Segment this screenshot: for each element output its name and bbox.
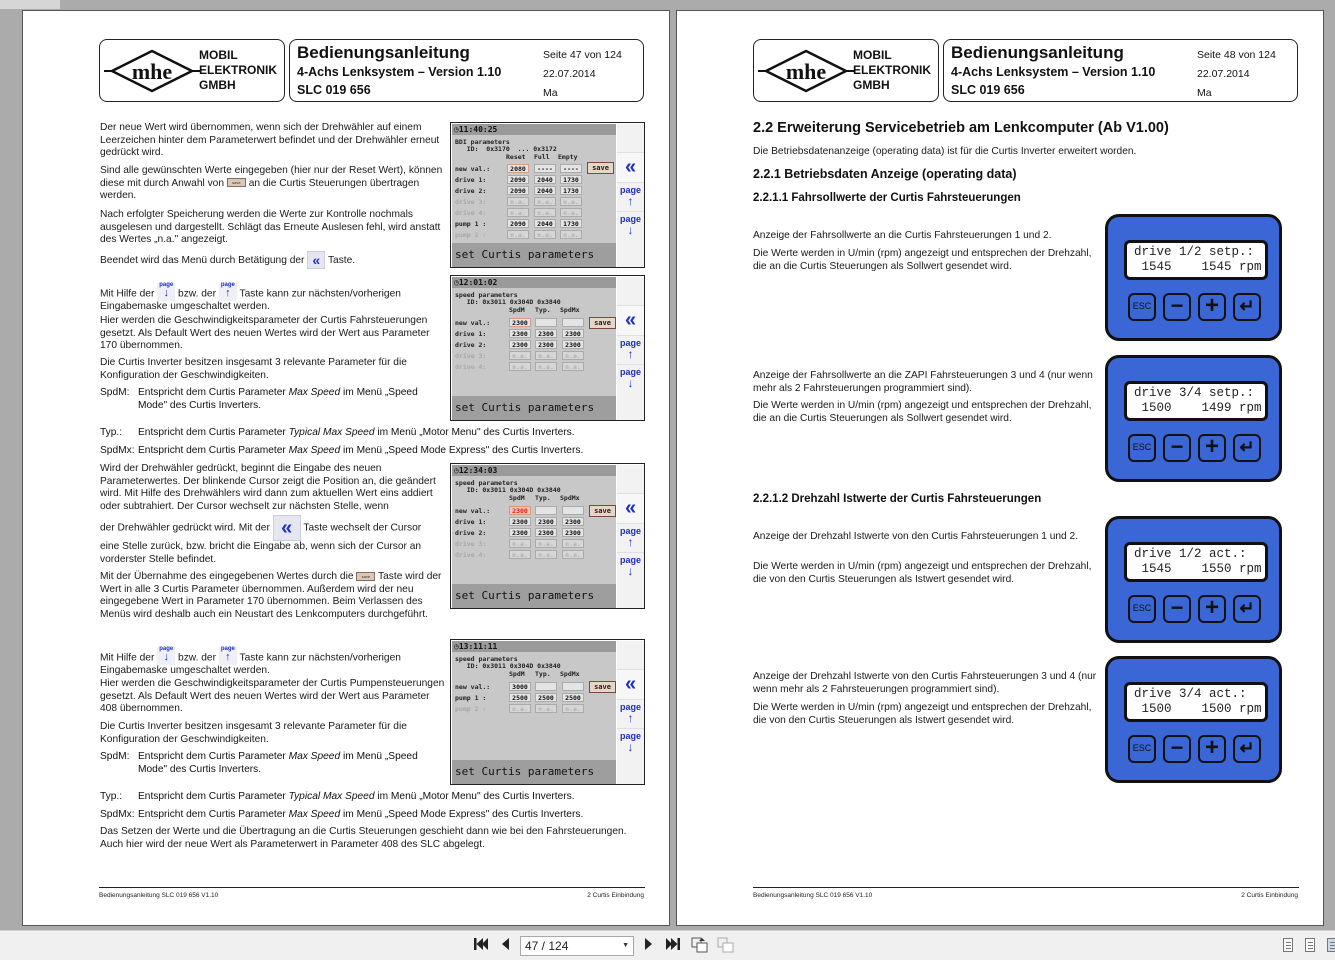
- paragraph: Mit Hilfe der page ↓ bzw. der page ↑ Taste kann zur nächsten/vorherigen Eingabemaske umgeschaltet werden.: [100, 646, 401, 676]
- row-label: new val.:: [455, 319, 491, 327]
- definition-spdm: SpdM: Entspricht dem Curtis Parameter Max Speed im Menü „Speed Mode" des Curtis Inverters.: [100, 751, 418, 775]
- col-header: Typ.: [535, 306, 551, 314]
- arrow-down-icon: ↓: [627, 223, 634, 237]
- doc-author: Ma: [1197, 87, 1212, 99]
- save-key-icon: save: [356, 572, 375, 581]
- col-header: SpdMx: [560, 670, 580, 678]
- doc-title: Bedienungsanleitung: [951, 43, 1124, 62]
- paragraph: Hier werden die Geschwindigkeitsparameter der Curtis Pumpensteuerungen gesetzt. Als Default Wert des neuen Wertes wird der Wert aus Parameter 408 übernommen.: [100, 678, 445, 715]
- value-cell: 1730: [560, 219, 582, 228]
- back-key-icon: «: [273, 515, 301, 541]
- doc-subtitle: 4-Achs Lenksystem – Version 1.10: [951, 65, 1156, 79]
- svg-text:mhe: mhe: [785, 59, 827, 84]
- value-cell: n.a.: [535, 362, 557, 371]
- keypad-display-setpoint-1-2: [1105, 214, 1282, 341]
- row-label: drive 3:: [455, 198, 487, 206]
- footer-divider: [99, 887, 645, 888]
- arrow-down-icon: ↓: [627, 740, 634, 754]
- col-header: Typ.: [535, 670, 551, 678]
- row-label: pump 2 :: [455, 231, 487, 239]
- prev-page-icon: [500, 937, 510, 951]
- value-cell: n.a.: [562, 539, 584, 548]
- doc-code: SLC 019 656: [951, 83, 1025, 97]
- value-cell: 2300: [562, 528, 584, 537]
- company-logo-box: [99, 39, 285, 102]
- save-key-icon: save: [227, 178, 246, 187]
- plus-key[interactable]: +: [1198, 595, 1226, 623]
- col-header: Typ.: [535, 494, 551, 502]
- paragraph: Mit Hilfe der page ↓ bzw. der page ↑ Taste kann zur nächsten/vorherigen Eingabemaske umgeschaltet werden.: [100, 282, 401, 312]
- col-header: SpdMx: [560, 494, 580, 502]
- value-cell: 2090: [507, 186, 529, 195]
- value-cell: n.a.: [509, 362, 531, 371]
- col-header: SpdM: [509, 494, 525, 502]
- paragraph: Mit der Übernahme des eingegebenen Wertes durch die save Taste wird der Wert in alle 3 Curtis Parameter übernommen. Außerdem wird der neu eingegebene Wert in Parameter 170 übernommen. Beim Verlassen des Menüs wird deshalb auch ein Neustart des Lenkcomputers durchgeführt.: [100, 571, 442, 620]
- minus-key[interactable]: −: [1163, 595, 1191, 623]
- row-label: drive 2:: [455, 529, 487, 537]
- back-key[interactable]: «: [617, 152, 644, 182]
- prev-view-button[interactable]: [690, 937, 710, 955]
- screen-side-keys: [617, 124, 644, 267]
- arrow-down-icon: ↓: [627, 376, 634, 390]
- paragraph: Die Werte werden in U/min (rpm) angezeigt und entsprechen der Drehzahl, die an die Curtis Steuerungen als Sollwert gesendet wird.: [753, 400, 1092, 424]
- footer-left: Bedienungsanleitung SLC 019 656 V1.10: [99, 892, 219, 899]
- keypad-display-actual-1-2: [1105, 516, 1282, 643]
- two-page-view-icon[interactable]: [1327, 938, 1335, 952]
- enter-key[interactable]: ↵: [1233, 293, 1261, 321]
- screen-ids: ID: 0x3011 0x304D 0x3840: [455, 662, 561, 670]
- paragraph: Anzeige der Fahrsollwerte an die ZAPI Fahrsteuerungen 3 und 4 (nur wenn mehr als 2 Fahrsteuerungen programmiert sind).: [753, 370, 1093, 394]
- footer-divider: [753, 887, 1299, 888]
- back-key[interactable]: «: [617, 305, 644, 335]
- value-cell: 2300: [535, 340, 557, 349]
- new-value-field[interactable]: [562, 318, 584, 327]
- page-down-key-icon: page ↓: [159, 282, 174, 299]
- page-down-key[interactable]: page ↓: [617, 211, 644, 240]
- doc-author: Ma: [543, 87, 558, 99]
- value-cell: n.a.: [535, 550, 557, 559]
- clock-time: ◷11:40:25: [452, 124, 616, 135]
- section-heading: 2.2 Erweiterung Servicebetrieb am Lenkcomputer (Ab V1.00): [753, 120, 1169, 136]
- page-number: Seite 48 von 124: [1197, 49, 1276, 61]
- paragraph: Der neue Wert wird übernommen, wenn sich der Drehwähler auf einem Leerzeichen hinter dem Parameterwert befindet und der Drehwähler erneut gedrückt wird.: [100, 122, 440, 159]
- value-cell: 2300: [562, 329, 584, 338]
- value-cell: n.a.: [507, 230, 529, 239]
- row-label: pump 2 :: [455, 705, 487, 713]
- row-label: drive 1:: [455, 518, 487, 526]
- paragraph: Sind alle gewünschten Werte eingegeben (hier nur der Reset Wert), können diese mit durch Anwahl von save an die Curtis Steuerungen übertragen werden.: [100, 165, 443, 202]
- definition-spdmx: SpdMx: Entspricht dem Curtis Parameter Max Speed im Menü „Speed Mode Express" des Curtis Inverters.: [100, 809, 584, 820]
- page-up-key[interactable]: page ↑: [617, 335, 644, 364]
- screen-side-keys: [617, 465, 644, 608]
- row-label: drive 3:: [455, 352, 487, 360]
- screen-title: speed parameters: [455, 479, 518, 487]
- col-header: Reset: [506, 153, 526, 161]
- value-cell: 2300: [509, 528, 531, 537]
- value-cell: 2040: [534, 175, 556, 184]
- page-down-key[interactable]: page ↓: [617, 552, 644, 581]
- last-page-icon: [665, 937, 681, 951]
- subsubsection-heading: 2.2.1.1 Fahrsollwerte der Curtis Fahrsteuerungen: [753, 192, 1021, 204]
- clock-time: ◷13:11:11: [452, 641, 616, 652]
- first-page-button[interactable]: [472, 937, 490, 955]
- plus-key[interactable]: +: [1198, 293, 1226, 321]
- screen-side-keys: [617, 641, 644, 784]
- value-cell: n.a.: [562, 704, 584, 713]
- screen-speed-parameters-edit: [450, 463, 645, 609]
- paragraph: Beendet wird das Menü durch Betätigung der « Taste.: [100, 252, 356, 269]
- new-value-field-editing[interactable]: 2300: [509, 506, 531, 515]
- minus-key[interactable]: −: [1163, 434, 1191, 462]
- page-47: [22, 10, 670, 926]
- value-cell: n.a.: [535, 351, 557, 360]
- footer-right: 2 Curtis Einbindung: [1241, 892, 1298, 899]
- last-page-button[interactable]: [664, 937, 682, 955]
- value-cell: 2300: [562, 517, 584, 526]
- arrow-up-icon: ↑: [627, 535, 634, 549]
- doc-date: 22.07.2014: [1197, 68, 1250, 80]
- screen-speed-parameters-pump: [450, 639, 645, 785]
- value-cell: n.a.: [534, 208, 556, 217]
- new-value-field[interactable]: [562, 682, 584, 691]
- screen-status-bar: set Curtis parameters: [452, 584, 616, 608]
- subsubsection-heading: 2.2.1.2 Drehzahl Istwerte der Curtis Fahrsteuerungen: [753, 493, 1042, 505]
- paragraph: Das Setzen der Werte und die Übertragung an die Curtis Steuerungen geschieht dann wie bei den Fahrsteuerungen. Auch hier wird der neue Wert als Parameterwert in Parameter 408 des SLC abgelegt.: [100, 826, 627, 850]
- screen-ids: ID: 0x3011 0x304D 0x3840: [455, 298, 561, 306]
- row-label: new val.:: [455, 683, 491, 691]
- back-key[interactable]: «: [617, 669, 644, 699]
- screen-status-bar: set Curtis parameters: [452, 396, 616, 420]
- next-page-button[interactable]: [642, 937, 656, 955]
- paragraph: Die Werte werden in U/min (rpm) angezeigt und entsprechen der Drehzahl, die von den Curtis Steuerungen als Istwert gesendet wird.: [753, 702, 1092, 726]
- col-header: Full: [534, 153, 550, 161]
- value-cell: n.a.: [562, 351, 584, 360]
- new-value-field[interactable]: 2300: [509, 318, 531, 327]
- value-cell: 1730: [560, 186, 582, 195]
- lcd-display: drive 3/4 setp.: 1500 1499 rpm: [1124, 381, 1268, 421]
- paragraph: Die Curtis Inverter besitzen insgesamt 3 relevante Parameter für die Konfiguration der Geschwindigkeiten.: [100, 357, 407, 381]
- paragraph: Anzeige der Drehzahl Istwerte von den Curtis Fahrsteuerungen 1 und 2.: [753, 531, 1079, 542]
- company-name: MOBIL ELEKTRONIK GMBH: [199, 48, 277, 92]
- value-cell: n.a.: [560, 230, 582, 239]
- value-cell: 2500: [509, 693, 531, 702]
- minus-key[interactable]: −: [1163, 293, 1191, 321]
- value-cell: 2300: [535, 517, 557, 526]
- screen-status-bar: set Curtis parameters: [452, 760, 616, 784]
- value-cell: n.a.: [560, 208, 582, 217]
- enter-key[interactable]: ↵: [1233, 735, 1261, 763]
- page-number-select[interactable]: 47 / 124 ▼: [520, 936, 634, 956]
- chevron-down-icon: ▼: [622, 942, 629, 949]
- page-up-key[interactable]: page ↑: [617, 182, 644, 211]
- doc-date: 22.07.2014: [543, 68, 596, 80]
- value-cell: 2300: [535, 528, 557, 537]
- value-cell: n.a.: [535, 539, 557, 548]
- page-up-key-icon: page ↑: [220, 646, 235, 663]
- row-label: drive 1:: [455, 330, 487, 338]
- page-down-key-icon: page ↓: [159, 646, 174, 663]
- value-cell: 2300: [509, 340, 531, 349]
- arrow-up-icon: ↑: [627, 711, 634, 725]
- value-cell: n.a.: [535, 704, 557, 713]
- col-header: Empty: [558, 153, 578, 161]
- paragraph: eine Stelle zurück, bzw. bricht die Eingabe ab, wenn sich der Cursor an vorderster Stelle befindet.: [100, 541, 422, 565]
- arrow-up-icon: ↑: [627, 194, 634, 208]
- value-cell: 2500: [535, 693, 557, 702]
- value-cell: 2300: [509, 517, 531, 526]
- minus-key[interactable]: −: [1163, 735, 1191, 763]
- prev-page-button[interactable]: [498, 937, 512, 955]
- definition-typ: Typ.: Entspricht dem Curtis Parameter Typical Max Speed im Menü „Motor Menu" des Curtis Inverters.: [100, 427, 575, 438]
- enter-key[interactable]: ↵: [1233, 434, 1261, 462]
- value-cell: n.a.: [509, 550, 531, 559]
- enter-key[interactable]: ↵: [1233, 595, 1261, 623]
- keypad-display-actual-3-4: [1105, 656, 1282, 783]
- row-label: drive 1:: [455, 176, 487, 184]
- mhe-logo-icon: [758, 49, 854, 93]
- screen-side-keys: [617, 277, 644, 420]
- next-view-button[interactable]: [716, 937, 736, 955]
- page-down-key[interactable]: page ↓: [617, 364, 644, 393]
- value-cell: 2040: [534, 219, 556, 228]
- value-cell: n.a.: [534, 197, 556, 206]
- next-view-icon: [717, 937, 735, 953]
- value-cell: n.a.: [560, 197, 582, 206]
- value-cell: 2090: [507, 219, 529, 228]
- screen-title: speed parameters: [455, 655, 518, 663]
- esc-key[interactable]: ESC: [1128, 293, 1156, 321]
- value-cell: n.a.: [509, 704, 531, 713]
- definition-spdm: SpdM: Entspricht dem Curtis Parameter Max Speed im Menü „Speed Mode" des Curtis Inverters.: [100, 387, 418, 411]
- row-label: pump 1 :: [455, 220, 487, 228]
- definition-typ: Typ.: Entspricht dem Curtis Parameter Typical Max Speed im Menü „Motor Menu" des Curtis Inverters.: [100, 791, 575, 802]
- col-header: SpdMx: [560, 306, 580, 314]
- subsection-heading: 2.2.1 Betriebsdaten Anzeige (operating data): [753, 167, 1017, 181]
- new-value-field[interactable]: ----: [534, 164, 556, 173]
- save-button[interactable]: save: [589, 505, 616, 517]
- clock-time: ◷12:34:03: [452, 465, 616, 476]
- save-button[interactable]: save: [587, 162, 614, 174]
- row-label: new val.:: [455, 507, 491, 515]
- value-cell: 1730: [560, 175, 582, 184]
- value-cell: 2300: [562, 340, 584, 349]
- esc-key[interactable]: ESC: [1128, 434, 1156, 462]
- page-up-key[interactable]: page ↑: [617, 523, 644, 552]
- page-up-key[interactable]: page ↑: [617, 699, 644, 728]
- new-value-field[interactable]: 2080: [507, 164, 529, 173]
- row-label: drive 2:: [455, 341, 487, 349]
- paragraph: Die Curtis Inverter besitzen insgesamt 3 relevante Parameter für die Konfiguration der Geschwindigkeiten.: [100, 721, 407, 745]
- first-page-icon: [473, 937, 489, 951]
- back-key-icon: «: [307, 251, 325, 269]
- definition-spdmx: SpdMx: Entspricht dem Curtis Parameter Max Speed im Menü „Speed Mode Express" des Curtis Inverters.: [100, 445, 584, 456]
- row-label: new val.:: [455, 165, 491, 173]
- paragraph: Anzeige der Drehzahl Istwerte von den Curtis Fahrsteuerungen 3 und 4 (nur wenn mehr als 2 Fahrsteuerungen programmiert sind).: [753, 671, 1097, 695]
- company-logo-box: [753, 39, 939, 102]
- esc-key[interactable]: ESC: [1128, 595, 1156, 623]
- footer-left: Bedienungsanleitung SLC 019 656 V1.10: [753, 892, 873, 899]
- value-cell: n.a.: [509, 351, 531, 360]
- screen-title: speed parameters: [455, 291, 518, 299]
- row-label: drive 4:: [455, 363, 487, 371]
- plus-key[interactable]: +: [1198, 434, 1226, 462]
- paragraph: Nach erfolgter Speicherung werden die Werte zur Kontrolle nochmals ausgelesen und dargestellt. Schlägt das Erneute Auslesen fehl, wird anstatt des Wertes „n.a." angezeigt.: [100, 209, 441, 246]
- arrow-down-icon: ↓: [627, 564, 634, 578]
- arrow-up-icon: ↑: [627, 347, 634, 361]
- screen-ids: ID: 0x3170 ... 0x3172: [455, 145, 557, 153]
- doc-title: Bedienungsanleitung: [297, 43, 470, 62]
- value-cell: n.a.: [534, 230, 556, 239]
- row-label: drive 2:: [455, 187, 487, 195]
- page-number: Seite 47 von 124: [543, 49, 622, 61]
- doc-code: SLC 019 656: [297, 83, 371, 97]
- value-cell: 2300: [535, 329, 557, 338]
- new-value-field[interactable]: [535, 318, 557, 327]
- new-value-field[interactable]: 3000: [509, 682, 531, 691]
- top-strip: [0, 0, 60, 9]
- screen-status-bar: set Curtis parameters: [452, 243, 616, 267]
- new-value-field[interactable]: [535, 682, 557, 691]
- paragraph: Anzeige der Fahrsollwerte an die Curtis Fahrsteuerungen 1 und 2.: [753, 230, 1052, 241]
- value-cell: 2040: [534, 186, 556, 195]
- save-button[interactable]: save: [589, 317, 616, 329]
- clock-time: ◷12:01:02: [452, 277, 616, 288]
- paragraph: Die Werte werden in U/min (rpm) angezeigt und entsprechen der Drehzahl, die an die Curtis Steuerungen als Sollwert gesendet wird.: [753, 248, 1092, 272]
- document-title-box: [943, 39, 1298, 102]
- row-label: drive 4:: [455, 551, 487, 559]
- lcd-display: drive 1/2 act.: 1545 1550 rpm: [1124, 542, 1268, 582]
- col-header: SpdM: [509, 670, 525, 678]
- value-cell: 2300: [509, 329, 531, 338]
- value-cell: n.a.: [507, 197, 529, 206]
- page-down-key[interactable]: page ↓: [617, 728, 644, 757]
- value-cell: 2500: [562, 693, 584, 702]
- new-value-field[interactable]: [535, 506, 557, 515]
- row-label: pump 1 :: [455, 694, 487, 702]
- lcd-display: drive 1/2 setp.: 1545 1545 rpm: [1124, 240, 1268, 280]
- svg-text:mhe: mhe: [131, 59, 173, 84]
- continuous-view-icon[interactable]: [1305, 938, 1315, 952]
- paragraph: Die Werte werden in U/min (rpm) angezeigt und entsprechen der Drehzahl, die von den Curtis Steuerungen als Istwert gesendet wird.: [753, 561, 1092, 585]
- keypad-display-setpoint-3-4: [1105, 355, 1282, 482]
- screen-ids: ID: 0x3011 0x304D 0x3840: [455, 486, 561, 494]
- doc-subtitle: 4-Achs Lenksystem – Version 1.10: [297, 65, 502, 79]
- mhe-logo-icon: [104, 49, 200, 93]
- lcd-display: drive 3/4 act.: 1500 1500 rpm: [1124, 682, 1268, 722]
- paragraph: Hier werden die Geschwindigkeitsparameter der Curtis Fahrsteuerungen gesetzt. Als Default Wert des neuen Wertes wird der Wert aus Parameter 170 übernommen.: [100, 315, 430, 352]
- paragraph: Die Betriebsdatenanzeige (operating data) ist für die Curtis Inverter erweitert worden.: [753, 146, 1137, 157]
- value-cell: n.a.: [562, 362, 584, 371]
- document-title-box: [289, 39, 644, 102]
- screen-bdi-parameters: [450, 122, 645, 268]
- row-label: drive 4:: [455, 209, 487, 217]
- paragraph: der Drehwähler gedrückt wird. Mit der « Taste wechselt der Cursor: [100, 517, 422, 539]
- plus-key[interactable]: +: [1198, 735, 1226, 763]
- row-label: drive 3:: [455, 540, 487, 548]
- page-48: [676, 10, 1324, 926]
- esc-key[interactable]: ESC: [1128, 735, 1156, 763]
- prev-view-icon: [691, 937, 709, 953]
- screen-title: BDI parameters: [455, 138, 510, 146]
- screen-speed-parameters-drive: [450, 275, 645, 421]
- value-cell: n.a.: [562, 550, 584, 559]
- page-up-key-icon: page ↑: [220, 282, 235, 299]
- paragraph: Wird der Drehwähler gedrückt, beginnt die Eingabe des neuen Parameterwertes. Der blinkende Cursor zeigt die Position an, die geändert wird. Mit Hilfe des Drehwählers wird dann zum aktuellen Wert eins addiert oder subtrahiert. Der Cursor wechselt zur nächsten Stelle, wenn: [100, 463, 436, 512]
- single-page-view-icon[interactable]: [1283, 938, 1293, 952]
- value-cell: 2090: [507, 175, 529, 184]
- value-cell: n.a.: [509, 539, 531, 548]
- new-value-field[interactable]: ----: [560, 164, 582, 173]
- new-value-field[interactable]: [562, 506, 584, 515]
- back-key[interactable]: «: [617, 493, 644, 523]
- col-header: SpdM: [509, 306, 525, 314]
- save-button[interactable]: save: [589, 681, 616, 693]
- footer-right: 2 Curtis Einbindung: [587, 892, 644, 899]
- next-page-icon: [644, 937, 654, 951]
- company-name: MOBIL ELEKTRONIK GMBH: [853, 48, 931, 92]
- viewer-toolbar: [0, 930, 1335, 960]
- value-cell: n.a.: [507, 208, 529, 217]
